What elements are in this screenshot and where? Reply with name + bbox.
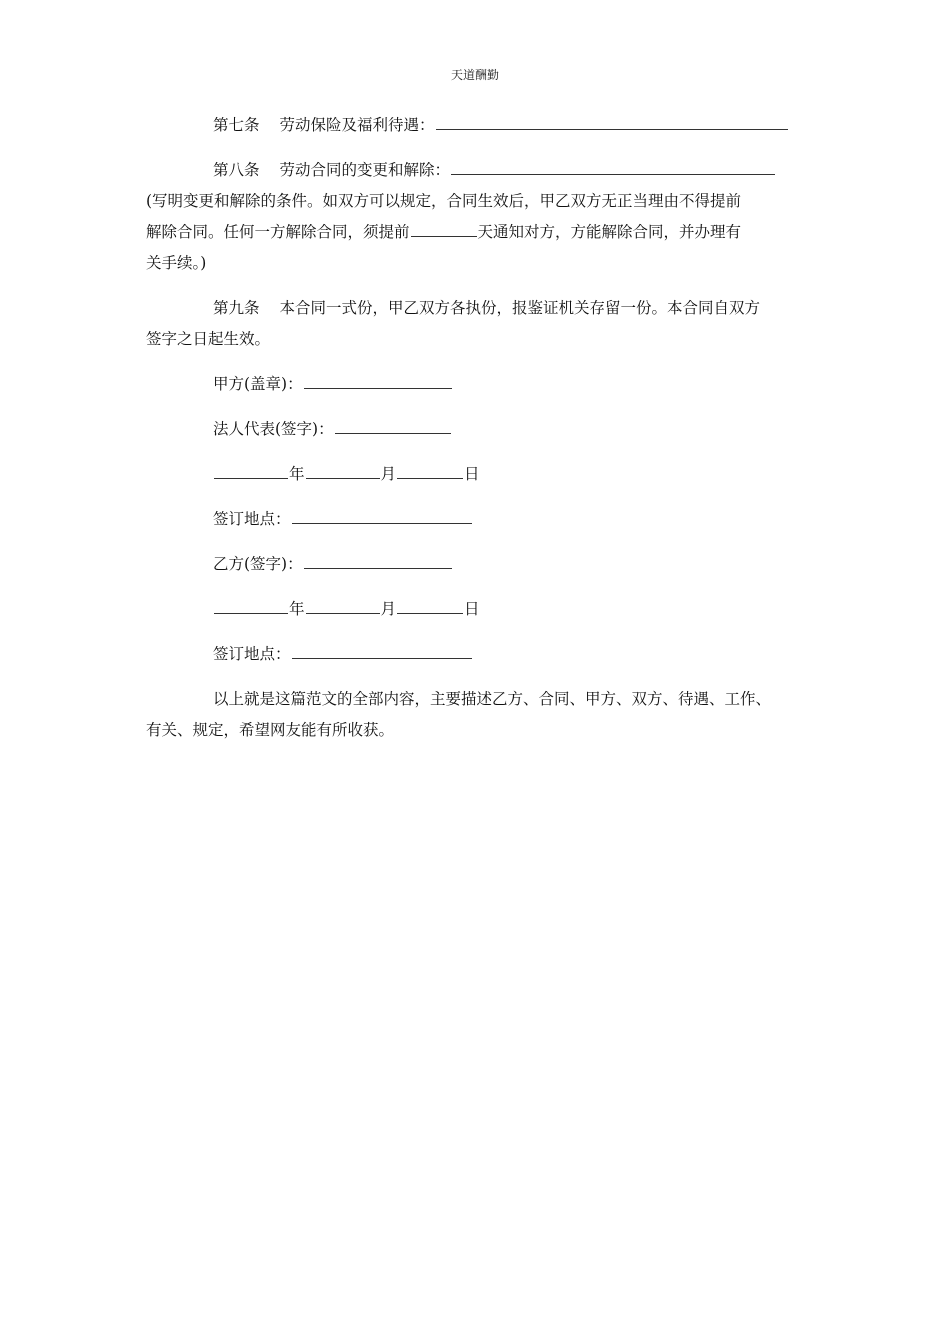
party-b-label: 乙方(签字)： [213, 555, 303, 573]
party-a-seal [146, 369, 881, 400]
signing-place-b [146, 639, 881, 670]
page-header: 天道酬勤 [450, 68, 499, 82]
date-line-b [146, 594, 881, 625]
summary-line-1: 以上就是这篇范文的全部内容，主要描述乙方、合同、甲方、双方、待遇、工作、 [213, 690, 772, 708]
day-label: 日 [464, 465, 480, 483]
signing-place-label: 签订地点： [213, 510, 291, 528]
party-b-blank [304, 550, 452, 569]
legal-rep-label: 法人代表(签字)： [213, 420, 334, 438]
signing-place-blank [292, 640, 472, 659]
article-8-blank [451, 156, 775, 175]
article-9-line-1: 本合同一式份，甲乙双方各执份，报鉴证机关存留一份。本合同自双方 [279, 299, 761, 317]
day-blank [397, 595, 463, 614]
legal-representative [146, 414, 881, 445]
article-9-line-2: 签字之日起生效。 [146, 330, 271, 348]
party-a-blank [304, 370, 452, 389]
month-label: 月 [380, 465, 397, 483]
article-8-note-text-b: 天通知对方，方能解除合同，并办理有 [477, 223, 742, 241]
article-9-label: 第九条 [213, 299, 260, 317]
article-7 [146, 110, 881, 141]
article-9 [146, 293, 881, 324]
article-8-label: 第八条 [213, 161, 260, 179]
article-7-blank [436, 111, 788, 130]
legal-rep-blank [335, 415, 451, 434]
party-b-signature [146, 549, 881, 580]
day-blank [397, 460, 463, 479]
article-8-note-line-2 [146, 217, 814, 248]
article-8 [146, 155, 881, 186]
month-label: 月 [380, 600, 397, 618]
year-blank [214, 460, 288, 479]
summary-line-2: 有关、规定，希望网友能有所收获。 [146, 721, 395, 739]
year-blank [214, 595, 288, 614]
month-blank [306, 460, 380, 479]
signing-place-label: 签订地点： [213, 645, 291, 663]
article-7-label: 第七条 [213, 116, 260, 134]
month-blank [306, 595, 380, 614]
party-a-label: 甲方(盖章)： [213, 375, 303, 393]
signing-place-blank [292, 505, 472, 524]
signing-place-a [146, 504, 881, 535]
article-8-note-line-3: 关手续。) [146, 254, 207, 272]
article-8-note-line-1: (写明变更和解除的条件。如双方可以规定，合同生效后，甲乙双方无正当理由不得提前 [146, 192, 742, 210]
year-label: 年 [289, 600, 305, 618]
article-8-note-text-a: 解除合同。任何一方解除合同，须提前 [146, 223, 410, 241]
date-line-a [146, 459, 881, 490]
day-label: 日 [464, 600, 480, 618]
year-label: 年 [289, 465, 305, 483]
article-7-title: 劳动保险及福利待遇： [279, 116, 435, 134]
article-8-title: 劳动合同的变更和解除： [279, 161, 451, 179]
notice-days-blank [411, 218, 477, 237]
